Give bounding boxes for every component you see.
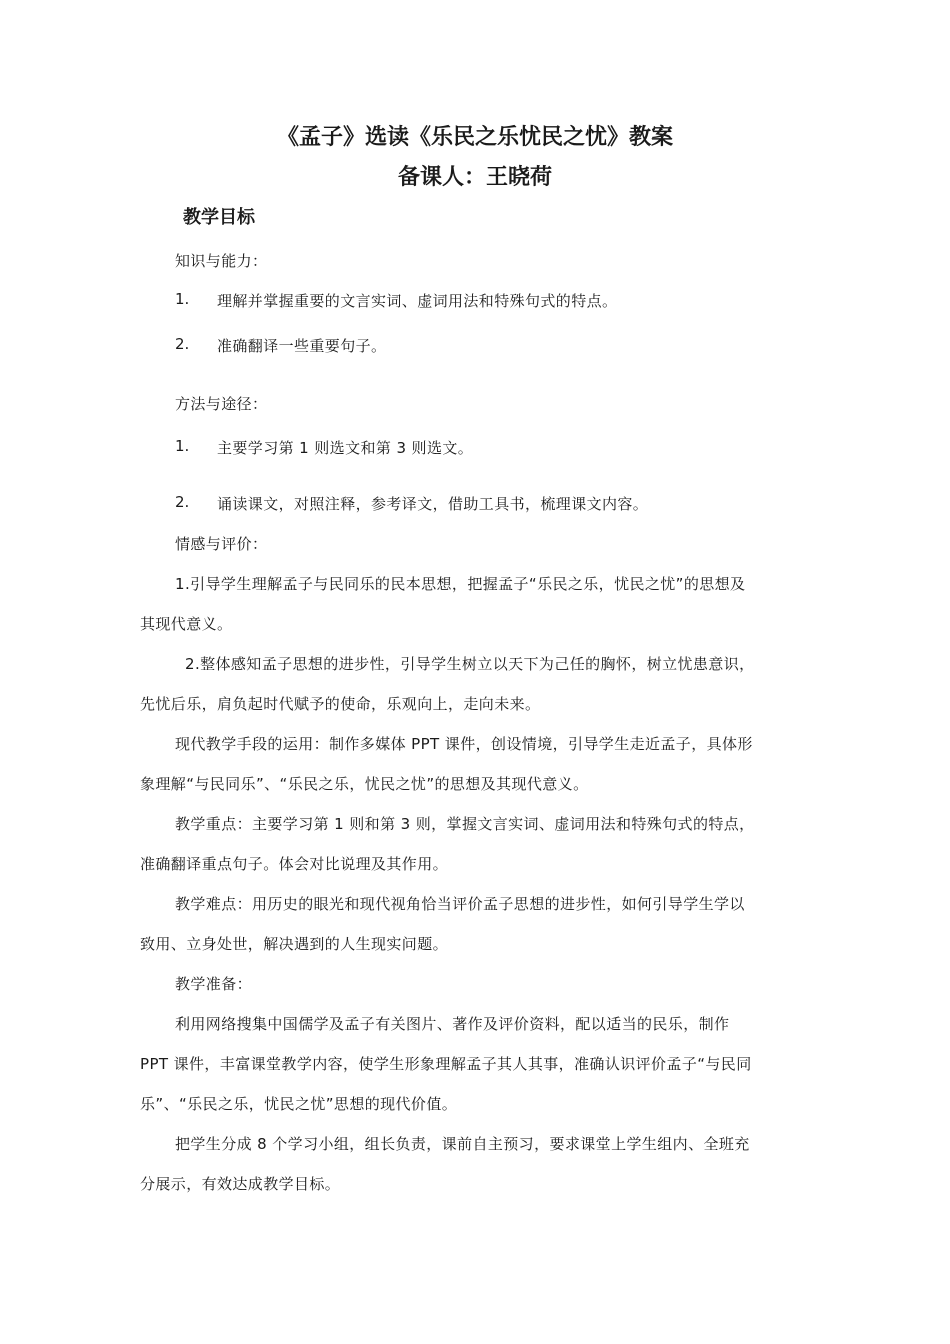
list-item-number: 2. bbox=[175, 335, 190, 353]
paragraph-line: 现代教学手段的运用：制作多媒体 PPT 课件，创设情境，引导学生走近孟子，具体形 bbox=[175, 735, 753, 753]
emotion-label: 情感与评价： bbox=[175, 535, 268, 553]
list-item-number: 1. bbox=[175, 290, 190, 308]
paragraph-line: 乐”、“乐民之乐，忧民之忧”思想的现代价值。 bbox=[140, 1095, 458, 1113]
list-item-text: 诵读课文，对照注释，参考译文，借助工具书，梳理课文内容。 bbox=[217, 495, 649, 513]
section-heading: 教学目标 bbox=[183, 207, 255, 228]
paragraph-line: 利用网络搜集中国儒学及孟子有关图片、著作及评价资料，配以适当的民乐，制作 bbox=[175, 1015, 730, 1033]
paragraph-line: 象理解“与民同乐”、“乐民之乐，忧民之忧”的思想及其现代意义。 bbox=[140, 775, 589, 793]
paragraph-line: 教学难点：用历史的眼光和现代视角恰当评价孟子思想的进步性，如何引导学生学以 bbox=[175, 895, 745, 913]
prep-label: 教学准备： bbox=[175, 975, 253, 993]
method-label: 方法与途径： bbox=[175, 395, 268, 413]
paragraph-line: 1.引导学生理解孟子与民同乐的民本思想，把握孟子“乐民之乐，忧民之忧”的思想及 bbox=[175, 575, 746, 593]
paragraph-line: 准确翻译重点句子。体会对比说理及其作用。 bbox=[140, 855, 449, 873]
list-item-number: 2. bbox=[175, 493, 190, 511]
list-item-text: 准确翻译一些重要句子。 bbox=[217, 337, 387, 355]
paragraph-line: 致用、立身处世，解决遇到的人生现实问题。 bbox=[140, 935, 449, 953]
paragraph-line: 其现代意义。 bbox=[140, 615, 233, 633]
paragraph-line: 2.整体感知孟子思想的进步性，引导学生树立以天下为己任的胸怀，树立忧患意识， bbox=[185, 655, 755, 673]
knowledge-label: 知识与能力： bbox=[175, 252, 268, 270]
document-title: 《孟子》选读《乐民之乐忧民之忧》教案 bbox=[276, 125, 673, 150]
paragraph-line: 把学生分成 8 个学习小组，组长负责，课前自主预习，要求课堂上学生组内、全班充 bbox=[175, 1135, 750, 1153]
paragraph-line: 教学重点：主要学习第 1 则和第 3 则，掌握文言实词、虚词用法和特殊句式的特点， bbox=[175, 815, 755, 833]
list-item-text: 理解并掌握重要的文言实词、虚词用法和特殊句式的特点。 bbox=[217, 292, 618, 310]
paragraph-line: 先忧后乐，肩负起时代赋予的使命，乐观向上，走向未来。 bbox=[140, 695, 541, 713]
list-item-number: 1. bbox=[175, 437, 190, 455]
paragraph-line: 分展示，有效达成教学目标。 bbox=[140, 1175, 341, 1193]
list-item-text: 主要学习第 1 则选文和第 3 则选文。 bbox=[217, 439, 474, 457]
paragraph-line: PPT 课件，丰富课堂教学内容，使学生形象理解孟子其人其事，准确认识评价孟子“与民同 bbox=[140, 1055, 752, 1073]
author-line: 备课人：王晓荷 bbox=[397, 165, 552, 190]
